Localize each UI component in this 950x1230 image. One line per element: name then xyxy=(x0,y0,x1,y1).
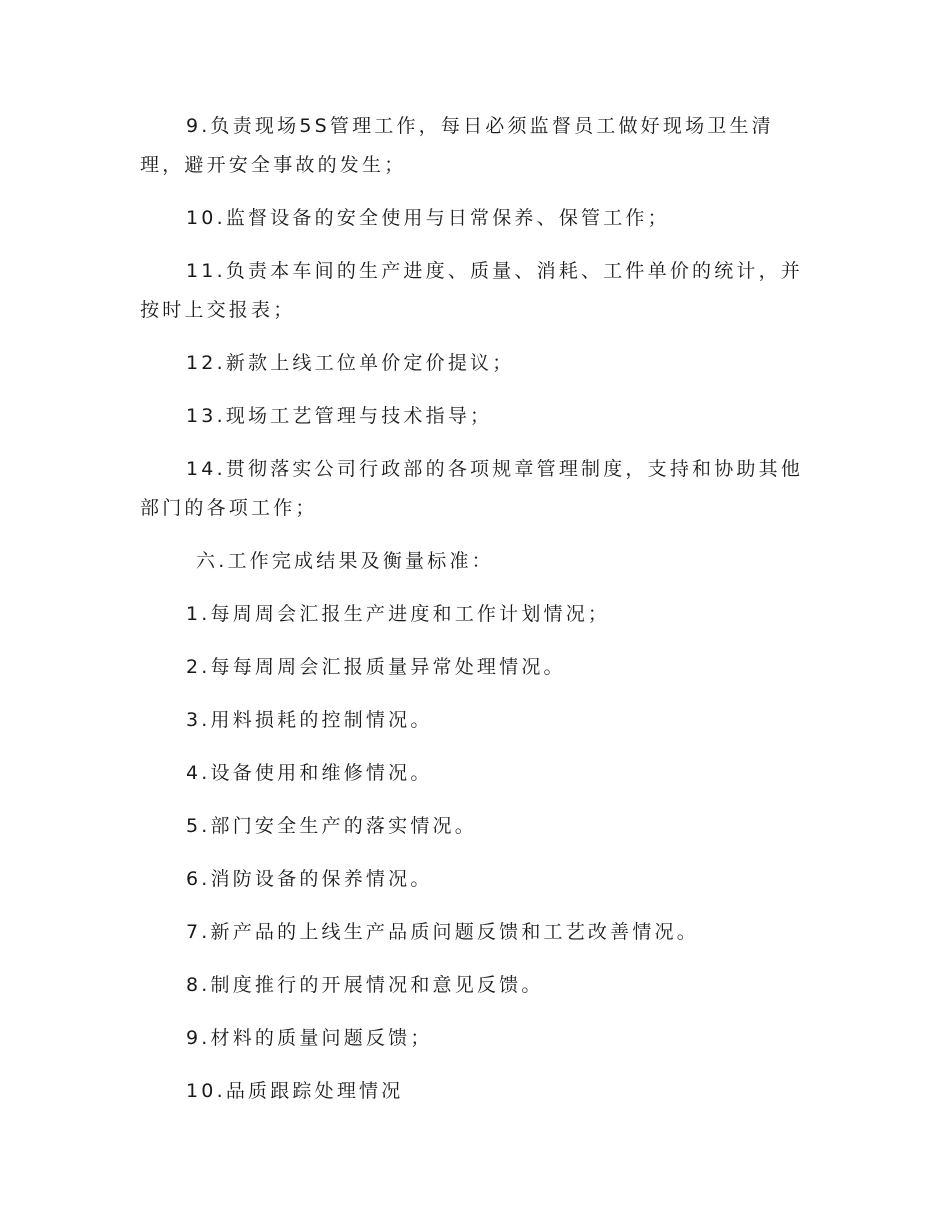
duty-item-11: 11.负责本车间的生产进度、质量、消耗、工件单价的统计，并按时上交报表； xyxy=(140,260,804,321)
duty-item-12: 12.新款上线工位单价定价提议； xyxy=(186,352,515,374)
duty-item-14: 14.贯彻落实公司行政部的各项规章管理制度，支持和协助其他部门的各项工作； xyxy=(140,458,804,519)
standard-item-2: 2.每每周周会汇报质量异常处理情况。 xyxy=(186,656,566,678)
duty-item-9: 9.负责现场5S管理工作，每日必须监督员工做好现场卫生清理，避开安全事故的发生； xyxy=(140,115,774,176)
standard-item-8: 8.制度推行的开展情况和意见反馈。 xyxy=(186,974,544,996)
document-body xyxy=(140,107,810,1125)
duty-item-10: 10.监督设备的安全使用与日常保养、保管工作； xyxy=(186,207,670,229)
standard-item-1: 1.每周周会汇报生产进度和工作计划情况； xyxy=(186,603,611,625)
standard-item-5: 5.部门安全生产的落实情况。 xyxy=(186,815,477,837)
section-heading: 六.工作完成结果及衡量标准： xyxy=(196,550,494,572)
standard-item-7: 7.新产品的上线生产品质问题反馈和工艺改善情况。 xyxy=(186,921,699,943)
standard-item-4: 4.设备使用和维修情况。 xyxy=(186,762,433,784)
standard-item-9: 9.材料的质量问题反馈； xyxy=(186,1027,433,1049)
standard-item-3: 3.用料损耗的控制情况。 xyxy=(186,709,433,731)
standard-item-10: 10.品质跟踪处理情况 xyxy=(186,1080,404,1102)
standard-item-6: 6.消防设备的保养情况。 xyxy=(186,868,433,890)
duty-item-13: 13.现场工艺管理与技术指导； xyxy=(186,405,493,427)
